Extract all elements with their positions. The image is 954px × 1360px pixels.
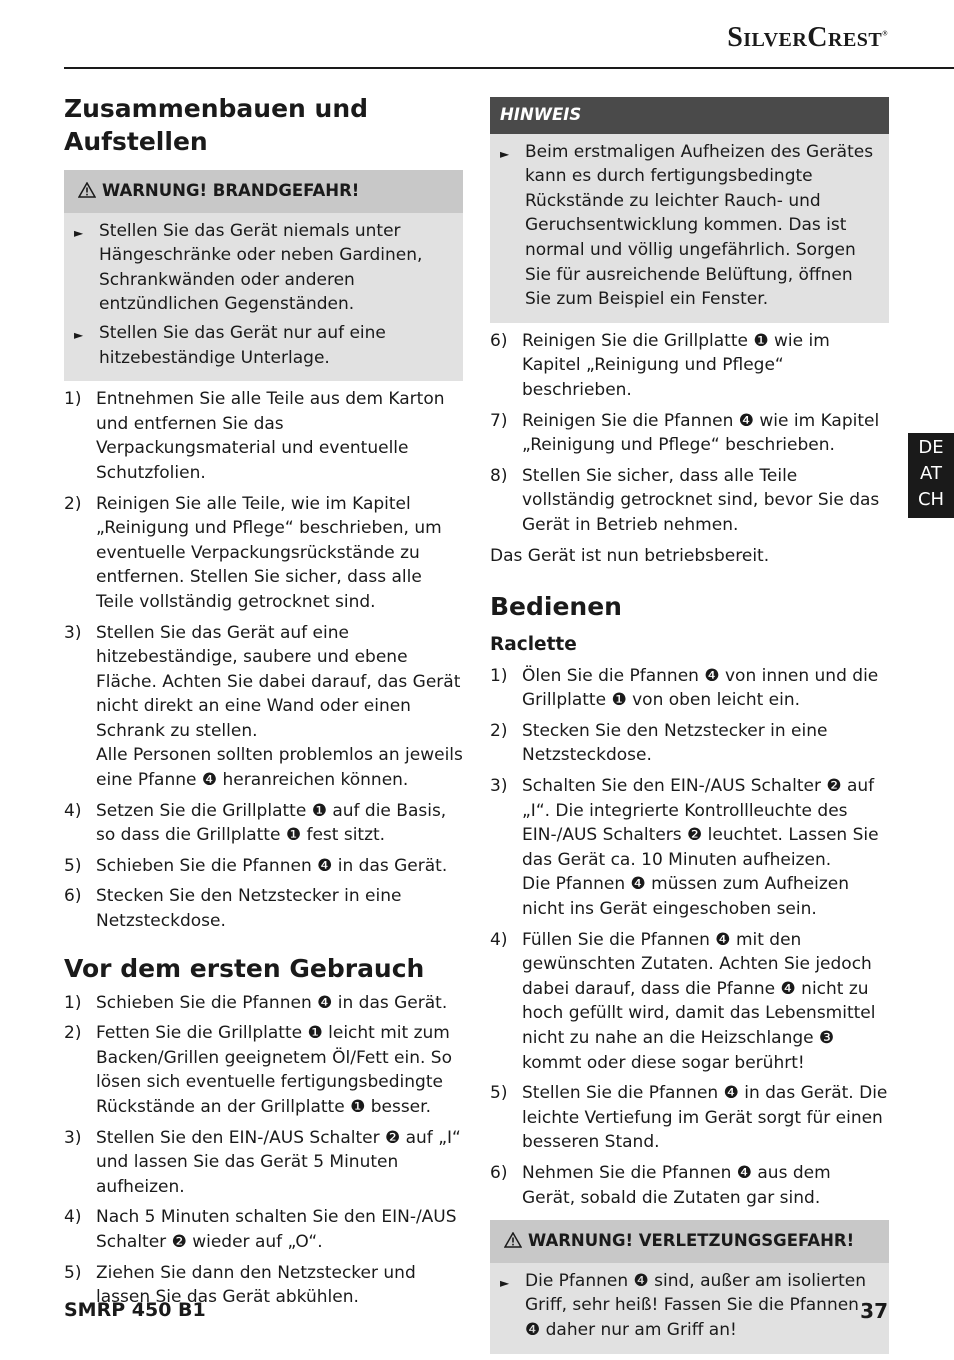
warning-injury-box: [490, 1220, 889, 1353]
bullet-arrow-icon: ►: [500, 146, 510, 161]
note-box: [490, 97, 889, 323]
bullet-arrow-icon: ►: [74, 225, 84, 240]
brand-logo: SilverCrest®: [727, 22, 888, 53]
left-column: [64, 92, 463, 1316]
language-tab: [908, 433, 954, 518]
bullet-item: ► Die Pfannen ❹ sind, außer am isolierten Griff, sehr heiß! Fassen Sie die Pfannen ❹ daher nur am Griff an!: [500, 1269, 877, 1343]
note-body: [490, 134, 889, 323]
warning-fire-title: WARNUNG! BRANDGEFAHR!: [64, 170, 463, 213]
warning-injury-title: WARNUNG! VERLETZUNGSGEFAHR!: [490, 1220, 889, 1263]
warning-injury-body: [490, 1263, 889, 1354]
warning-triangle-icon: [78, 182, 96, 198]
list-item: 4) Nach 5 Minuten schalten Sie den EIN-/AUS Schalter ❷ wieder auf „O“.: [64, 1207, 457, 1252]
page-number: 37: [860, 1299, 888, 1323]
list-item: 7) Reinigen Sie die Pfannen ❹ wie im Kapitel „Reinigung und Pflege“ beschrieben.: [490, 410, 880, 456]
list-item: 6) Reinigen Sie die Grillplatte ❶ wie im Kapitel „Reinigung und Pflege“ beschrieben.: [490, 330, 830, 400]
raclette-steps: [490, 664, 889, 1210]
list-item: 2) Fetten Sie die Grillplatte ❶ leicht mit zum Backen/Grillen geeignetem Öl/Fett ein. So lösen sich eventuelle fertigungsbedingte Rückstände an der Grillplatte ❶ besser.: [64, 1023, 452, 1117]
header-rule: [64, 67, 954, 69]
heading-operation: Bedienen: [490, 592, 622, 622]
warning-fire-box: [64, 170, 463, 381]
list-item: 1) Entnehmen Sie alle Teile aus dem Karton und entfernen Sie das Verpackungsmaterial und eventuelle Schutzfolien.: [64, 389, 445, 483]
list-item: 4) Setzen Sie die Grillplatte ❶ auf die Basis, so dass die Grillplatte ❶ fest sitzt.: [64, 800, 447, 846]
warning-triangle-icon: [504, 1232, 522, 1248]
list-item: 5) Ziehen Sie dann den Netzstecker und lassen Sie das Gerät abkühlen.: [64, 1262, 416, 1308]
subheading-raclette: Raclette: [490, 634, 577, 656]
note-title: HINWEIS: [490, 97, 889, 134]
list-item: 5) Schieben Sie die Pfannen ❹ in das Gerät.: [64, 855, 448, 876]
footer-model: SMRP 450 B1: [64, 1299, 206, 1321]
list-item: 6) Stecken Sie den Netzstecker in eine Netzsteckdose.: [64, 886, 402, 932]
list-item: 5) Stellen Sie die Pfannen ❹ in das Gerät. Die leichte Vertiefung im Gerät sorgt für einen besseren Stand.: [490, 1083, 888, 1153]
lang-ch: CH: [917, 489, 945, 510]
bullet-arrow-icon: ►: [500, 1275, 510, 1290]
list-item: 8) Stellen Sie sicher, dass alle Teile vollständig getrocknet sind, bevor Sie das Gerät in Betrieb nehmen.: [490, 465, 880, 535]
continued-steps: [490, 329, 889, 538]
bullet-arrow-icon: ►: [74, 327, 84, 342]
bullet-item: ► Stellen Sie das Gerät niemals unter Hängeschränke oder neben Gardinen, Schrankwänden oder anderen entzündlichen Gegenständen.: [74, 219, 451, 317]
lang-at: AT: [920, 463, 942, 484]
list-item: 3) Schalten Sie den EIN-/AUS Schalter ❷ auf „I“. Die integrierte Kontrollleuchte des EIN-/AUS Schalters ❷ leuchtet. Lassen Sie das Gerät ca. 10 Minuten aufheizen. Die Pfannen ❹ müssen zum Aufheizen nicht ins Gerät eingeschoben sein.: [490, 776, 879, 920]
first-use-steps: [64, 991, 463, 1310]
assembly-steps: [64, 387, 463, 933]
list-item: 2) Stecken Sie den Netzstecker in eine Netzsteckdose.: [490, 720, 828, 766]
warning-fire-body: [64, 213, 463, 382]
list-item: 1) Schieben Sie die Pfannen ❹ in das Gerät.: [64, 992, 448, 1013]
heading-first-use: Vor dem ersten Gebrauch: [64, 953, 425, 983]
list-item: 1) Ölen Sie die Pfannen ❹ von innen und die Grillplatte ❶ von oben leicht ein.: [490, 665, 879, 711]
list-item: 4) Füllen Sie die Pfannen ❹ mit den gewünschten Zutaten. Achten Sie jedoch dabei darauf, dass die Pfanne ❹ nicht zu hoch gefüllt wird, damit das Lebensmittel nicht zu nahe an die Heizschlange ❸ kommt oder diese sogar berührt!: [490, 929, 876, 1073]
list-item: 3) Stellen Sie den EIN-/AUS Schalter ❷ auf „I“ und lassen Sie das Gerät 5 Minuten aufheizen.: [64, 1127, 461, 1197]
ready-text: Das Gerät ist nun betriebsbereit.: [490, 545, 770, 566]
bullet-item: ► Beim erstmaligen Aufheizen des Gerätes kann es durch fertigungsbedingte Rückstände zu leichter Rauch- und Geruchsentwicklung kommen. Das ist normal und völlig ungefährlich. Sorgen Sie für ausreichende Belüftung, öffnen Sie zum Beispiel ein Fenster.: [500, 140, 877, 312]
lang-de: DE: [918, 437, 944, 458]
bullet-item: ► Stellen Sie das Gerät nur auf eine hitzebeständige Unterlage.: [74, 321, 451, 370]
list-item: 6) Nehmen Sie die Pfannen ❹ aus dem Gerät, sobald die Zutaten gar sind.: [490, 1162, 831, 1208]
list-item: 3) Stellen Sie das Gerät auf eine hitzebeständige, saubere und ebene Fläche. Achten Sie dabei darauf, das Gerät nicht direkt an eine Wand oder einen Schrank zu stellen. Alle Personen sollten problemlos an jeweils eine Pfanne ❹ heranreichen können.: [64, 622, 463, 791]
right-column: [490, 97, 889, 1360]
heading-assembly: Zusammenbauen und Aufstellen: [64, 94, 369, 156]
list-item: 2) Reinigen Sie alle Teile, wie im Kapitel „Reinigung und Pflege“ beschrieben, um eventuelle Verpackungsrückstände zu entfernen. Stellen Sie sicher, dass alle Teile vollständig getrocknet sind.: [64, 493, 442, 612]
